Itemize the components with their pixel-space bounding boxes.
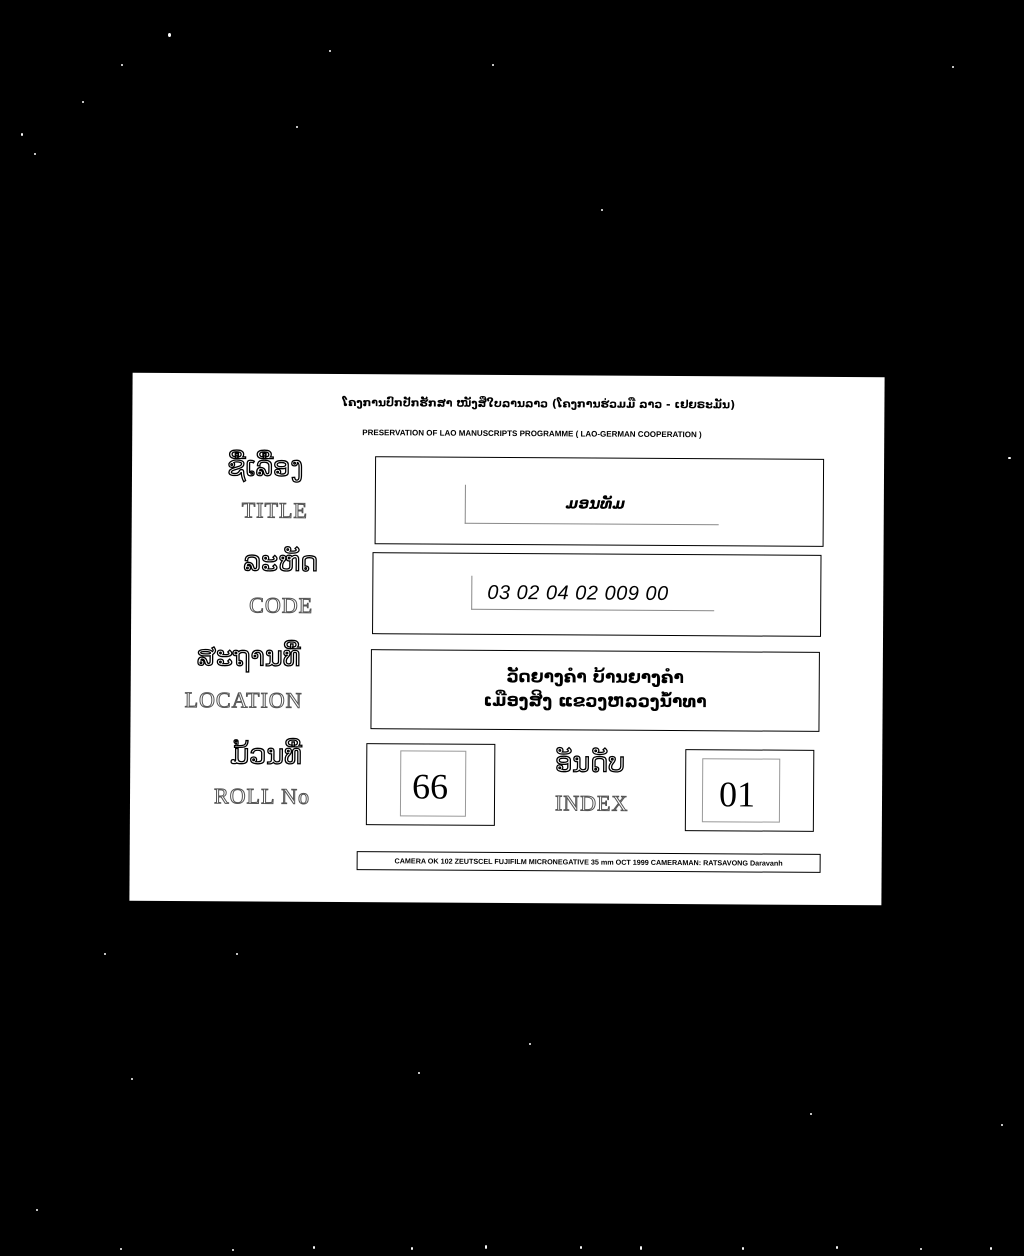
index-label-lao: ອັນດັບ — [555, 747, 626, 779]
film-speck — [580, 1246, 582, 1249]
film-speck — [810, 1113, 812, 1115]
film-speck — [36, 1209, 38, 1211]
film-speck — [34, 153, 36, 155]
film-speck — [411, 1247, 413, 1250]
roll-number-field — [366, 743, 495, 826]
film-speck — [836, 1246, 838, 1249]
index-value: 01 — [718, 774, 756, 815]
film-speck — [952, 66, 954, 68]
film-speck — [990, 1247, 992, 1250]
film-speck — [418, 1072, 420, 1074]
location-value-line1: ວັດຍາງຄຳ ບ້ານຍາງຄຳ — [506, 666, 684, 689]
film-speck — [601, 209, 603, 211]
location-label-lao: ສະຖານທີ່ — [196, 641, 301, 673]
film-speck — [1001, 1124, 1003, 1126]
film-speck — [131, 1078, 133, 1080]
film-speck — [104, 953, 106, 955]
film-speck — [168, 33, 171, 37]
film-speck — [232, 1249, 234, 1251]
film-speck — [920, 1248, 922, 1250]
location-value-line2: ເມືອງສິງ ແຂວງຫລວງນ້ຳທາ — [483, 690, 707, 713]
location-field — [370, 649, 819, 732]
title-label-en: TITLE — [241, 497, 308, 523]
film-speck — [329, 50, 331, 52]
code-label-lao: ລະຫັດ — [243, 546, 319, 578]
code-label-en: CODE — [249, 592, 314, 618]
film-speck — [120, 1248, 122, 1250]
header-english-title: PRESERVATION OF LAO MANUSCRIPTS PROGRAMME ( LAO-GERMAN COOPERATION ) — [362, 428, 702, 440]
code-value: 03 02 04 02 009 00 — [487, 581, 669, 605]
film-speck — [121, 64, 123, 66]
title-label-lao: ຊື່ເລື່ອງ — [226, 451, 304, 483]
film-speck — [492, 64, 494, 66]
film-speck — [82, 101, 84, 103]
index-field — [685, 749, 814, 832]
film-speck — [529, 1043, 531, 1045]
film-speck — [313, 1246, 315, 1249]
manuscript-catalog-card — [129, 373, 884, 906]
location-label-en: LOCATION — [184, 687, 303, 713]
header-lao-title: ໂຄງການປົກປັກຮັກສາ ໜັງສືໃບລານລາວ (ໂຄງການຮ່ວມມື ລາວ - ເຢຍຣະມັນ) — [342, 395, 736, 412]
film-speck — [485, 1245, 487, 1249]
title-value: ມອນທັມ — [565, 494, 626, 513]
roll-label-lao: ມ້ວນທີ່ — [230, 739, 302, 771]
roll-label-en: ROLL No — [213, 783, 311, 809]
film-speck — [1008, 457, 1011, 459]
camera-info-footer: CAMERA OK 102 ZEUTSCEL FUJIFILM MICRONEGATIVE 35 mm OCT 1999 CAMERAMAN: RATSAVONG Daravanh — [357, 851, 821, 873]
film-speck — [640, 1246, 642, 1250]
index-label-en: INDEX — [554, 790, 629, 816]
code-field — [372, 552, 821, 637]
film-speck — [742, 1247, 744, 1250]
film-speck — [236, 953, 238, 955]
title-field — [375, 456, 825, 547]
roll-number-value: 66 — [411, 766, 449, 807]
film-speck — [21, 133, 23, 136]
film-speck — [296, 126, 298, 128]
